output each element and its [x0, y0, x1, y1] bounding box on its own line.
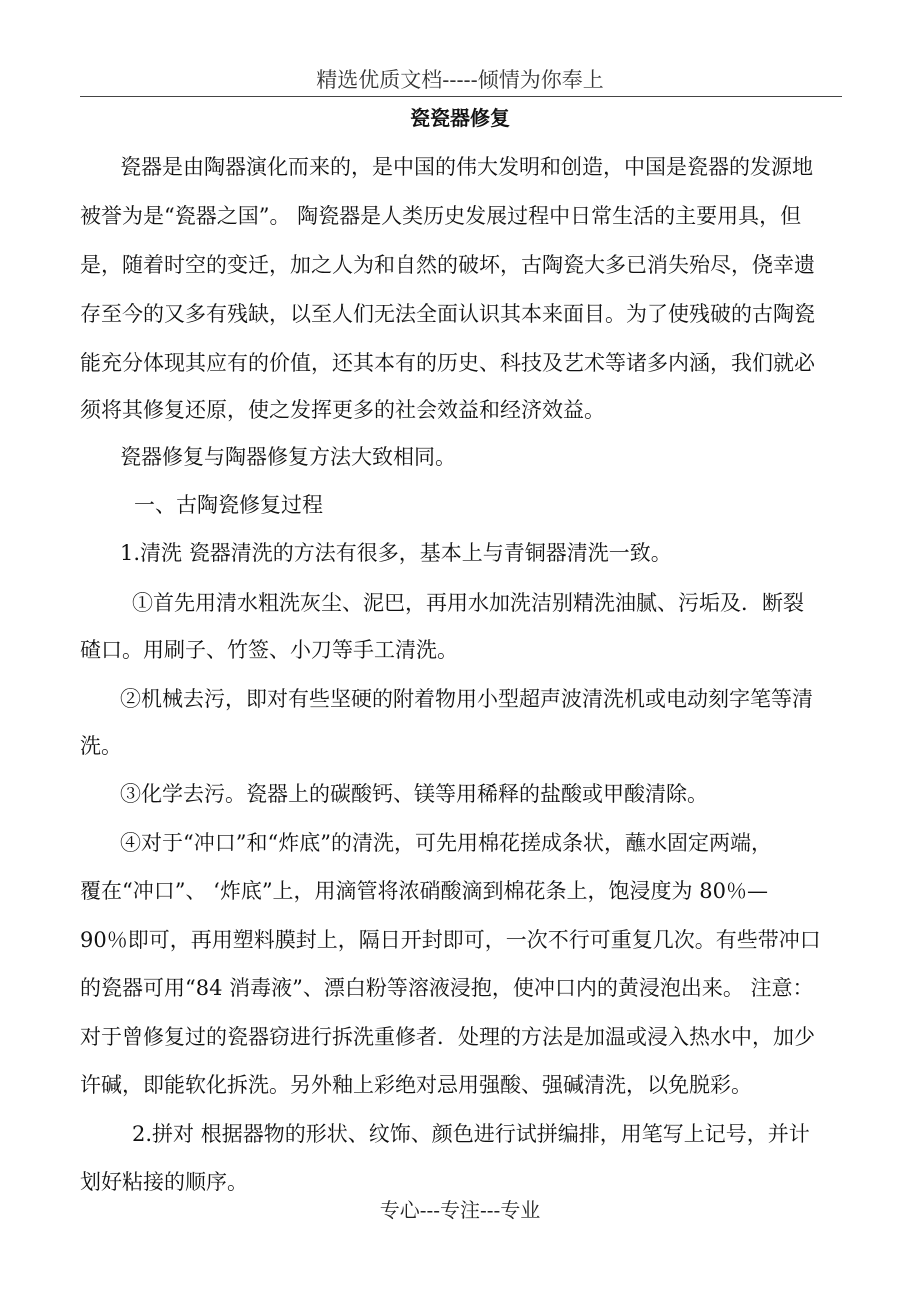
paragraph-line: 2.拼对 根据器物的形状、纹饰、颜色进行试拼编排，用笔写上记号，并计 — [132, 1122, 810, 1146]
paragraph-line: 对于曾修复过的瓷器窃进行拆洗重修者．处理的方法是加温或浸入热水中，加少 — [80, 1025, 815, 1049]
paragraph-line: 须将其修复还原，使之发挥更多的社会效益和经济效益。 — [80, 398, 605, 422]
paragraph-line: 1.清洗 瓷器清洗的方法有很多，基本上与青铜器清洗一致。 — [120, 541, 672, 565]
paragraph-line: ④对于“冲口”和“炸底”的清洗，可先用棉花搓成条状，蘸水固定两端， — [120, 831, 772, 855]
section-heading: 一、古陶瓷修复过程 — [134, 493, 323, 517]
paragraph-line: ②机械去污，即对有些坚硬的附着物用小型超声波清洗机或电动刻字笔等清 — [120, 687, 813, 711]
paragraph-line: ③化学去污。瓷器上的碳酸钙、镁等用稀释的盐酸或甲酸清除。 — [120, 782, 708, 806]
paragraph-line: 许碱，即能软化拆洗。另外釉上彩绝对忌用强酸、强碱清洗，以免脱彩。 — [80, 1073, 752, 1097]
paragraph-line: 是，随着时空的变迁，加之人为和自然的破坏，古陶瓷大多已消失殆尽，侥幸遗 — [80, 253, 815, 277]
page-header: 精选优质文档-----倾情为你奉上 — [316, 68, 604, 92]
paragraph-line: 瓷器修复与陶器修复方法大致相同。 — [120, 445, 456, 469]
paragraph-line: 划好粘接的顺序。 — [80, 1170, 248, 1194]
paragraph-line: 能充分体现其应有的价值，还其本有的历史、科技及艺术等诸多内涵，我们就必 — [80, 351, 815, 375]
paragraph-line: 洗。 — [80, 734, 122, 758]
paragraph-line: 覆在“冲口”、 ‘炸底”上，用滴管将浓硝酸滴到棉花条上，饱浸度为 80％— — [80, 879, 768, 903]
paragraph-line: 的瓷器可用“84 消毒液”、漂白粉等溶液浸抱，使冲口内的黄浸泡出来。 注意： — [80, 976, 814, 1000]
paragraph-line: 被誉为是“瓷器之国”。 陶瓷器是人类历史发展过程中日常生活的主要用具，但 — [80, 204, 802, 228]
paragraph-line: 瓷器是由陶器演化而来的，是中国的伟大发明和创造，中国是瓷器的发源地 — [120, 155, 813, 179]
paragraph-line: ①首先用清水粗洗灰尘、泥巴，再用水加洗洁别精洗油腻、污垢及．断裂 — [132, 591, 804, 615]
page-footer: 专心---专注---专业 — [379, 1198, 541, 1222]
paragraph-line: 碴口。用刷子、竹签、小刀等手工清洗。 — [80, 638, 458, 662]
header-divider — [80, 96, 842, 97]
document-title: 瓷瓷器修复 — [410, 106, 510, 130]
paragraph-line: 存至今的又多有残缺，以至人们无法全面认识其本来面目。为了使残破的古陶瓷 — [80, 302, 815, 326]
paragraph-line: 90％即可，再用塑料膜封上，隔日开封即可，一次不行可重复几次。有些带冲口 — [80, 928, 821, 952]
